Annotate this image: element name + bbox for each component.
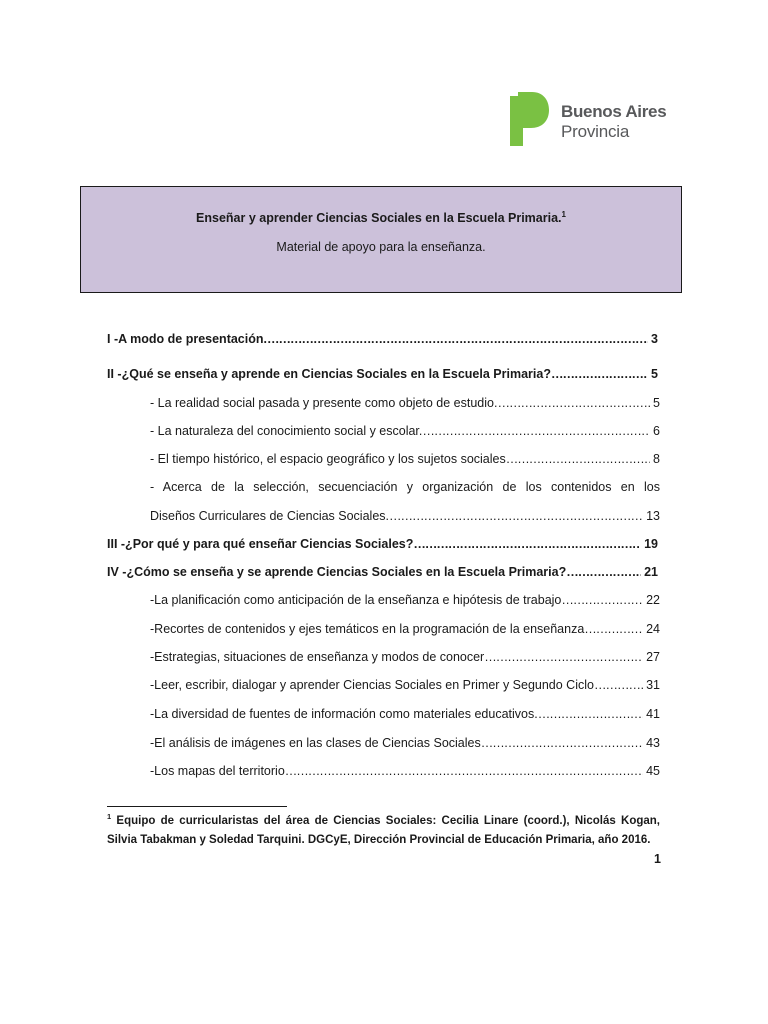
footnote-text: Equipo de curricularistas del área de Ciencias Sociales: Cecilia Linare (coord.), Nicolás Kogan, Silvia Tabakman y Soledad Tarquini. DGCyE, Dirección Provincial de Educación Primaria, año 2016.: [107, 815, 660, 846]
toc-entry[interactable]: IV -¿Cómo se enseña y se aprende Ciencias Sociales en la Escuela Primaria? ……………………………………………………………………………………………………………………………………………………………………………… 21: [107, 564, 658, 580]
toc-entry[interactable]: I -A modo de presentación. ……………………………………………………………………………………………………………………………………………………………………………… 3: [107, 331, 658, 347]
footnote: [107, 812, 660, 850]
toc-entry[interactable]: -Recortes de contenidos y ejes temáticos en la programación de la enseñanza ……………………………………………………………………………………………………………………………………………………………………………… 24: [150, 621, 660, 637]
footnote-separator: [107, 806, 287, 807]
logo-title: Buenos Aires: [561, 102, 667, 121]
toc-entry[interactable]: -La planificación como anticipación de la enseñanza e hipótesis de trabajo ……………………………………………………………………………………………………………………………………………………………………………… 22: [150, 592, 660, 608]
toc-entry[interactable]: - El tiempo histórico, el espacio geográfico y los sujetos sociales ……………………………………………………………………………………………………………………………………………………………………………… 8: [150, 451, 660, 467]
toc-entry[interactable]: -Leer, escribir, dialogar y aprender Ciencias Sociales en Primer y Segundo Ciclo ……………………………………………………………………………………………………………………………………………………………………………… 31: [150, 677, 660, 693]
toc-entry[interactable]: -Los mapas del territorio ……………………………………………………………………………………………………………………………………………………………………………… 45: [150, 763, 660, 779]
page-number: 1: [654, 852, 661, 866]
toc-entry[interactable]: III -¿Por qué y para qué enseñar Ciencias Sociales? ……………………………………………………………………………………………………………………………………………………………………………… 19: [107, 536, 658, 552]
toc-entry[interactable]: - La realidad social pasada y presente como objeto de estudio. ……………………………………………………………………………………………………………………………………………………………………………… 5: [150, 395, 660, 411]
province-logo-icon: [508, 90, 550, 148]
toc-entry-line[interactable]: - Acerca de la selección, secuenciación y organización de los contenidos en los: [150, 480, 660, 494]
document-title-box: [80, 186, 682, 293]
document-title: Enseñar y aprender Ciencias Sociales en la Escuela Primaria.$^1$: [196, 209, 566, 225]
toc-entry[interactable]: II -¿Qué se enseña y aprende en Ciencias Sociales en la Escuela Primaria? ……………………………………………………………………………………………………………………………………………………………………………… 5: [107, 366, 658, 382]
logo-subtitle: Provincia: [561, 122, 630, 141]
toc-entry[interactable]: -El análisis de imágenes en las clases de Ciencias Sociales ……………………………………………………………………………………………………………………………………………………………………………… 43: [150, 735, 660, 751]
toc-entry[interactable]: -La diversidad de fuentes de información como materiales educativos. ……………………………………………………………………………………………………………………………………………………………………………… 41: [150, 706, 660, 722]
footnote-mark: 1: [107, 812, 112, 822]
buenos-aires-logo: [508, 90, 668, 150]
toc-entry[interactable]: -Estrategias, situaciones de enseñanza y modos de conocer ……………………………………………………………………………………………………………………………………………………………………………… 27: [150, 649, 660, 665]
toc-entry[interactable]: Diseños Curriculares de Ciencias Sociales. ……………………………………………………………………………………………………………………………………………………………………………… 13: [150, 508, 660, 524]
document-subtitle: Material de apoyo para la enseñanza.: [276, 240, 486, 254]
toc-entry[interactable]: - La naturaleza del conocimiento social y escolar. ……………………………………………………………………………………………………………………………………………………………………………… 6: [150, 423, 660, 439]
title-footnote-mark: 1: [561, 209, 566, 219]
